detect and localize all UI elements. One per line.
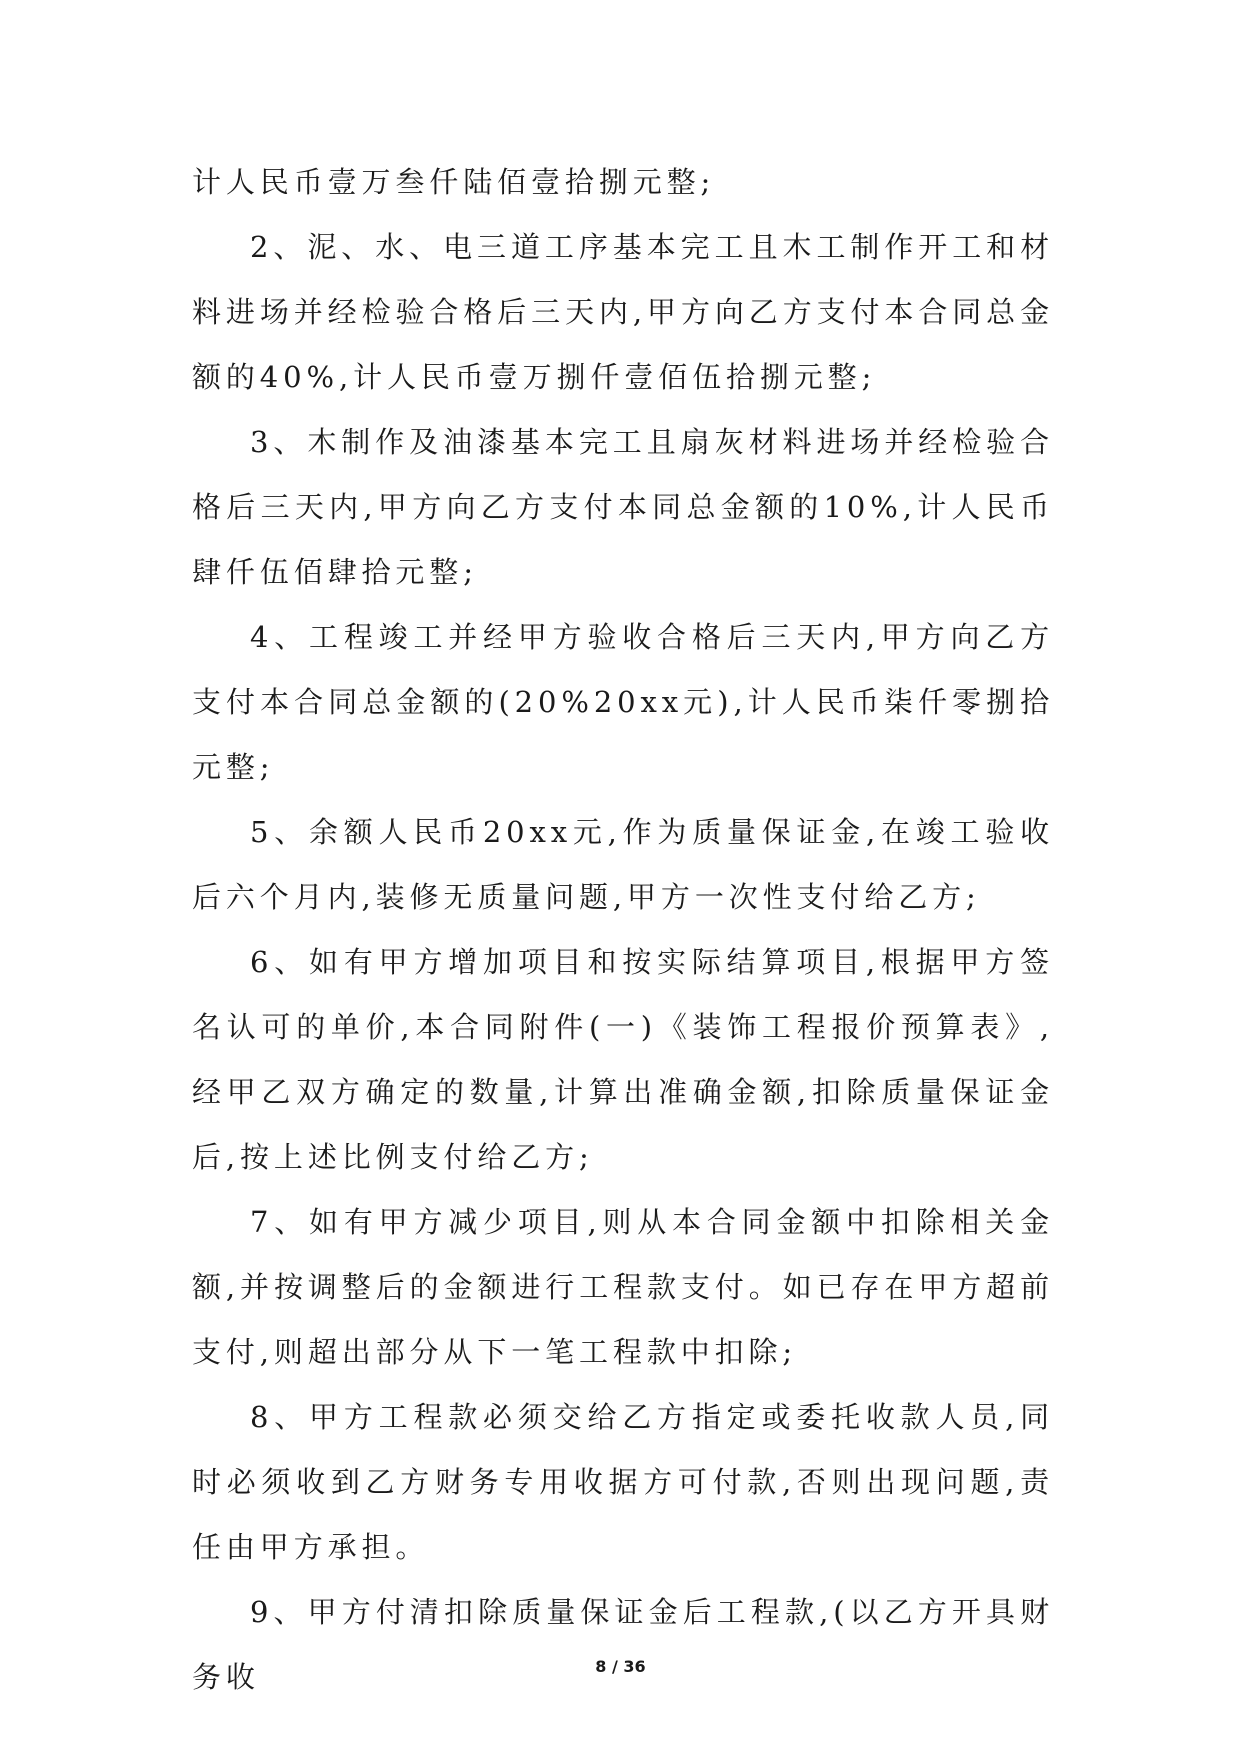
paragraph-continuation: 计人民币壹万叁仟陆佰壹拾捌元整; bbox=[192, 165, 716, 199]
paragraph-clause-6: 6、如有甲方增加项目和按实际结算项目,根据甲方签名认可的单价,本合同附件(一)《装饰工程报价预算表》,经甲乙双方确定的数量,计算出准确金额,扣除质量保证金后,按上述比例支付给乙方; bbox=[192, 945, 1054, 1174]
paragraph-clause-7: 7、如有甲方减少项目,则从本合同金额中扣除相关金额,并按调整后的金额进行工程款支付。如已存在甲方超前支付,则超出部分从下一笔工程款中扣除; bbox=[192, 1205, 1054, 1369]
page-number: 8 / 36 bbox=[595, 1657, 646, 1676]
paragraph-clause-8: 8、甲方工程款必须交给乙方指定或委托收款人员,同时必须收到乙方财务专用收据方可付款,否则出现问题,责任由甲方承担。 bbox=[192, 1400, 1054, 1564]
paragraph-clause-5: 5、余额人民币20xx元,作为质量保证金,在竣工验收后六个月内,装修无质量问题,甲方一次性支付给乙方; bbox=[192, 815, 1054, 914]
paragraph-clause-2: 2、泥、水、电三道工序基本完工且木工制作开工和材料进场并经检验合格后三天内,甲方向乙方支付本合同总金额的40%,计人民币壹万捌仟壹佰伍拾捌元整; bbox=[192, 230, 1054, 394]
paragraph-clause-4: 4、工程竣工并经甲方验收合格后三天内,甲方向乙方支付本合同总金额的(20%20xx元),计人民币柒仟零捌拾元整; bbox=[192, 620, 1054, 784]
document-body bbox=[192, 150, 1054, 1710]
paragraph-clause-9: 9、甲方付清扣除质量保证金后工程款,(以乙方开具财务收 bbox=[192, 1595, 1054, 1694]
paragraph-clause-3: 3、木制作及油漆基本完工且扇灰材料进场并经检验合格后三天内,甲方向乙方支付本同总金额的10%,计人民币肆仟伍佰肆拾元整; bbox=[192, 425, 1054, 589]
